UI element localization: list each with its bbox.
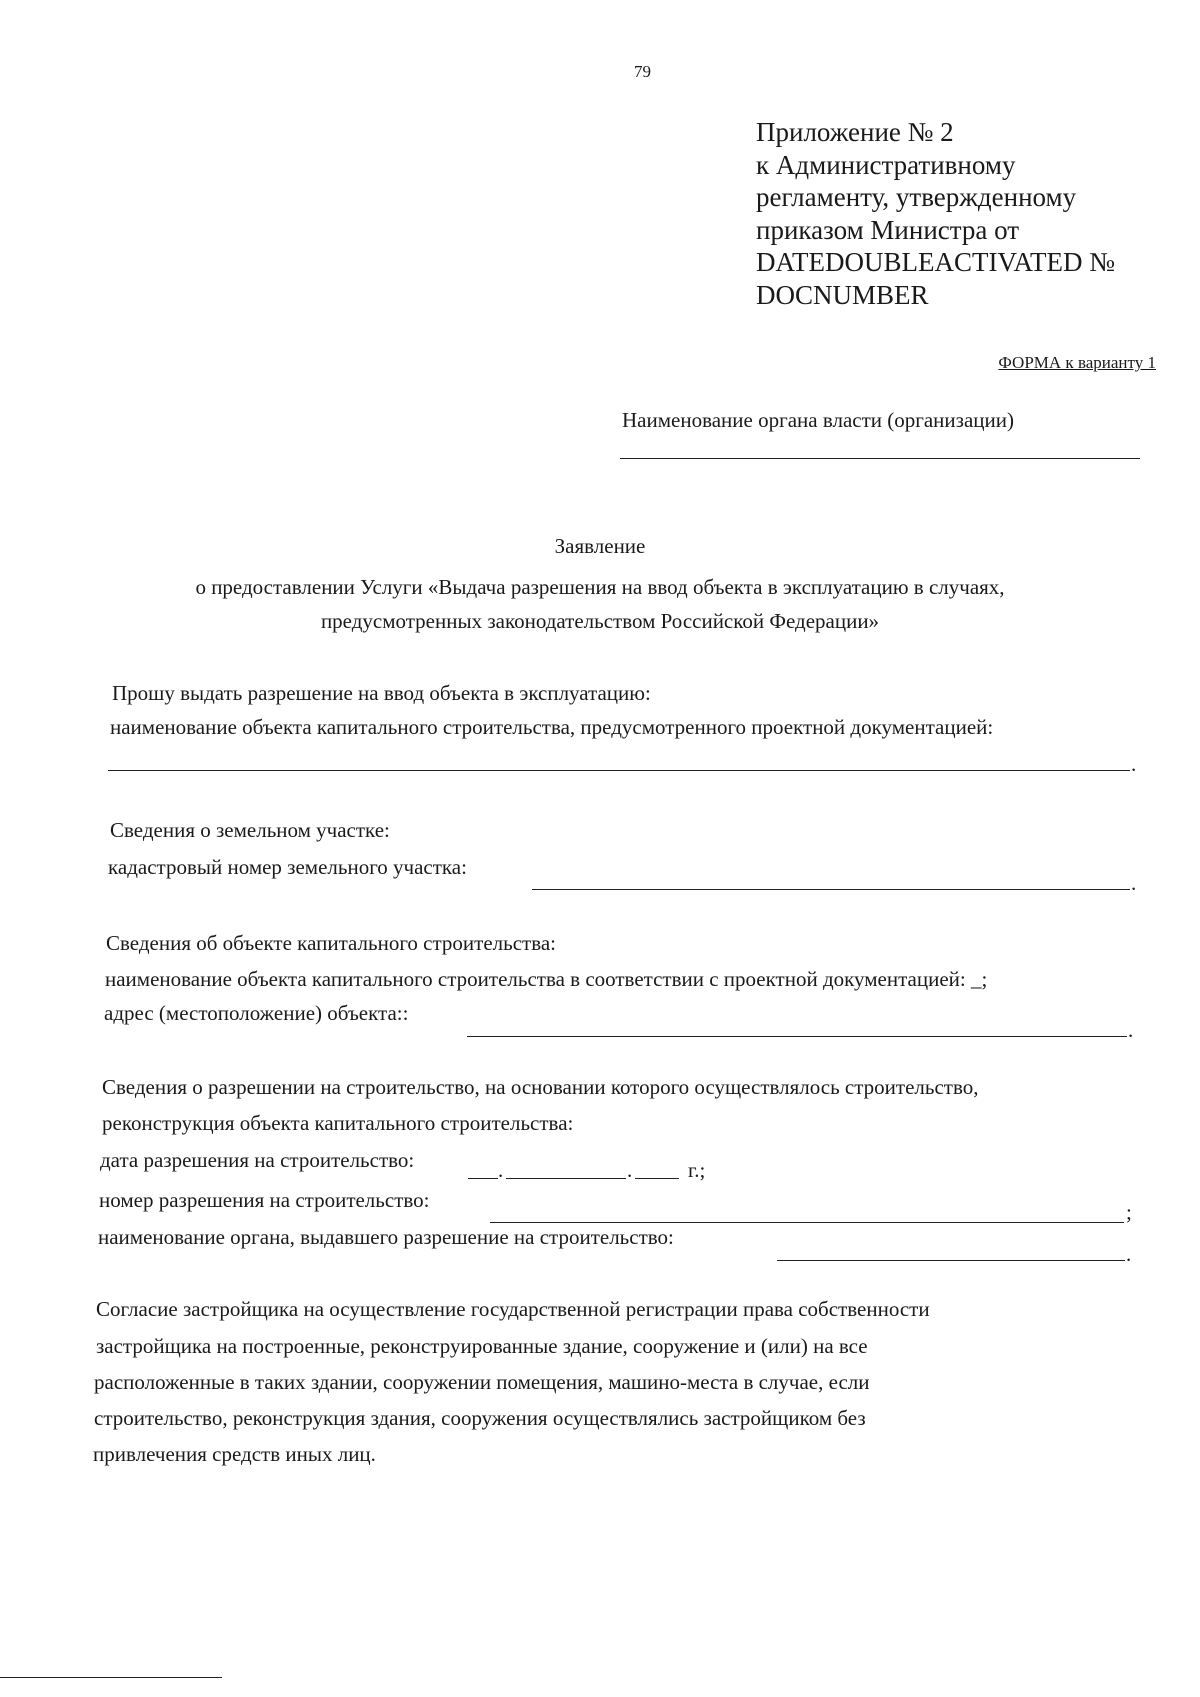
appendix-line: Приложение № 2 xyxy=(756,117,954,147)
field-end-dot: . xyxy=(1131,871,1137,895)
page-number: 79 xyxy=(634,62,651,81)
field-end-dot: . xyxy=(1131,752,1137,776)
appendix-line: приказом Министра от xyxy=(756,214,1020,245)
permit-section-heading: Сведения о разрешении на строительство, на основании которого осуществлялось строительство, xyxy=(102,1075,979,1099)
consent-paragraph-line: застройщика на построенные, реконструированные здание, сооружение и (или) на все xyxy=(96,1334,868,1358)
object-section-heading: Сведения об объекте капитального строительства: xyxy=(106,931,557,955)
permit-number-field-line xyxy=(490,1222,1124,1223)
consent-paragraph-line: Согласие застройщика на осуществление государственной регистрации права собственности xyxy=(96,1297,930,1321)
appendix-header xyxy=(756,116,1176,311)
document-title: Заявление xyxy=(554,534,646,558)
object-name-design-label: наименование объекта капитального строительства в соответствии с проектной документацией: _; xyxy=(105,967,988,991)
object-address-field-line xyxy=(467,1036,1127,1037)
appendix-line: DATEDOUBLEACTIVATED № xyxy=(756,247,1115,277)
permit-section-heading: реконструкция объекта капитального строительства: xyxy=(102,1111,574,1135)
date-separator-dot: . xyxy=(498,1158,504,1182)
document-subtitle-line: предусмотренных законодательством Российской Федерации» xyxy=(320,609,880,633)
request-line: Прошу выдать разрешение на ввод объекта в эксплуатацию: xyxy=(112,681,651,705)
appendix-line: регламенту, утвержденному xyxy=(756,182,1077,212)
permit-date-month-line xyxy=(506,1178,626,1179)
appendix-line: к Административному xyxy=(756,149,1016,180)
permit-date-day-line xyxy=(468,1178,498,1179)
land-section-heading: Сведения о земельном участке: xyxy=(110,818,390,842)
permit-number-label: номер разрешения на строительство: xyxy=(99,1188,430,1212)
form-variant-label: ФОРМА к варианту 1 xyxy=(998,353,1156,372)
permit-authority-field-line xyxy=(777,1260,1125,1261)
document-subtitle-line: о предоставлении Услуги «Выдача разрешения на ввод объекта в эксплуатацию в случаях, xyxy=(195,575,1005,599)
object-address-label: адрес (местоположение) объекта:: xyxy=(104,1001,409,1025)
cadastral-number-field-line xyxy=(532,889,1130,890)
consent-paragraph-line: привлечения средств иных лиц. xyxy=(93,1442,376,1466)
consent-paragraph-line: строительство, реконструкция здания, сооружения осуществлялись застройщиком без xyxy=(94,1406,866,1430)
field-end-dot: . xyxy=(1126,1242,1132,1266)
appendix-line: DOCNUMBER xyxy=(756,279,929,310)
footnote-separator xyxy=(0,1677,222,1678)
object-name-field-line xyxy=(108,770,1130,771)
field-end-semicolon: ; xyxy=(1126,1200,1132,1224)
object-name-label: наименование объекта капитального строительства, предусмотренного проектной документацией: xyxy=(110,715,994,739)
permit-date-year-line xyxy=(635,1178,679,1179)
permit-authority-label: наименование органа, выдавшего разрешение на строительство: xyxy=(98,1225,674,1249)
date-separator-dot: . xyxy=(627,1158,633,1182)
cadastral-number-label: кадастровый номер земельного участка: xyxy=(108,855,467,879)
authority-name-field-line xyxy=(620,458,1140,459)
permit-date-label: дата разрешения на строительство: xyxy=(100,1148,415,1172)
year-suffix: г.; xyxy=(688,1158,706,1182)
authority-name-label: Наименование органа власти (организации) xyxy=(622,408,1014,432)
consent-paragraph-line: расположенные в таких здании, сооружении помещения, машино-места в случае, если xyxy=(94,1370,870,1394)
field-end-dot: . xyxy=(1128,1018,1134,1042)
